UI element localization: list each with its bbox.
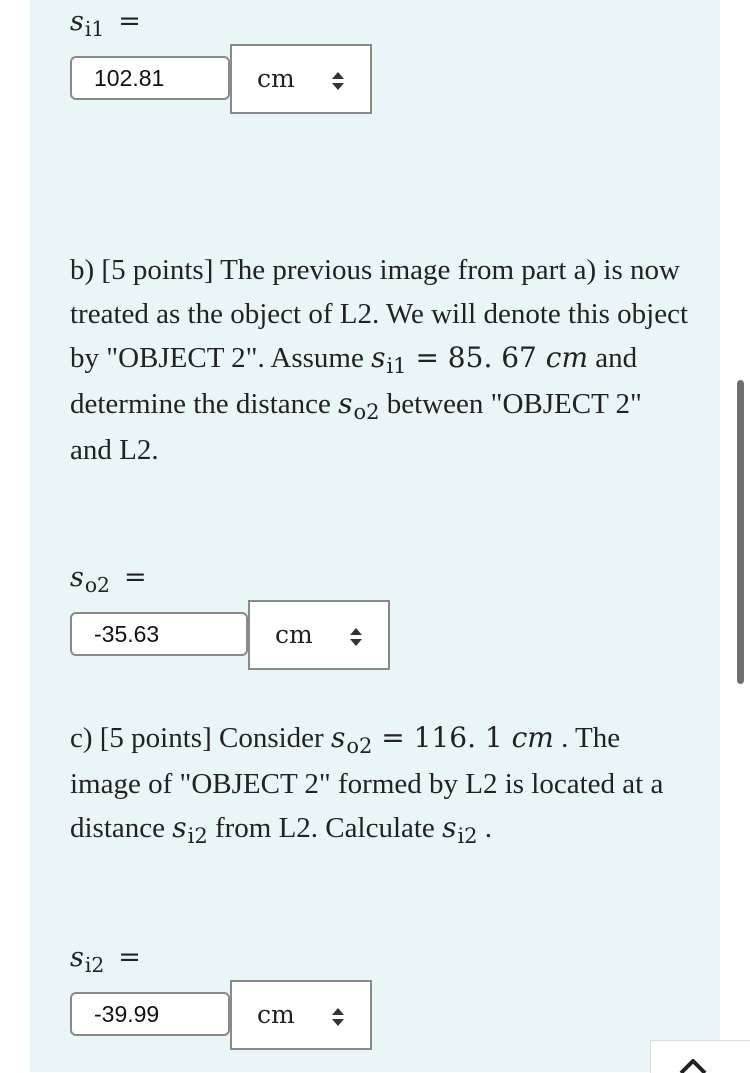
si2-input[interactable]: -39.99 (70, 992, 230, 1036)
si1-label: $s_{i1}$ = (70, 6, 141, 42)
vertical-scrollbar[interactable] (737, 380, 744, 684)
part-b-text: b) [5 points] The previous image from part a) is now treated as the object of L2. We will denote this object by "OBJECT 2". Assume $s_{i1} = 85$. 67 cm and determine the distance $s_{o2}$ between "OBJECT 2" and L2. (70, 254, 689, 466)
part-c-text: c) [5 points] Consider $s_{o2} = 116$. 1 cm . The image of "OBJECT 2" formed by L2 is located at a distance $s_{i2}$ from L2. Calculate $s_{i2}$ . (70, 721, 664, 849)
si1-unit-select[interactable] (230, 44, 372, 114)
chevron-up-icon (679, 1059, 707, 1073)
so2-label: $s_{o2}$ = (70, 562, 147, 598)
so2-unit-value: cm (275, 620, 313, 649)
si2-unit-select[interactable] (230, 980, 372, 1050)
up-down-arrow-icon (332, 1008, 344, 1026)
scroll-to-top-button[interactable] (650, 1040, 750, 1073)
so2-input[interactable]: -35.63 (70, 612, 248, 656)
question-panel (30, 0, 720, 1072)
si2-unit-value: cm (257, 1000, 295, 1029)
up-down-arrow-icon (332, 72, 344, 90)
si2-label: $s_{i2}$ = (70, 942, 141, 978)
si1-unit-value: cm (257, 64, 295, 93)
up-down-arrow-icon (350, 628, 362, 646)
so2-unit-select[interactable] (248, 600, 390, 670)
si1-input[interactable]: 102.81 (70, 56, 230, 100)
